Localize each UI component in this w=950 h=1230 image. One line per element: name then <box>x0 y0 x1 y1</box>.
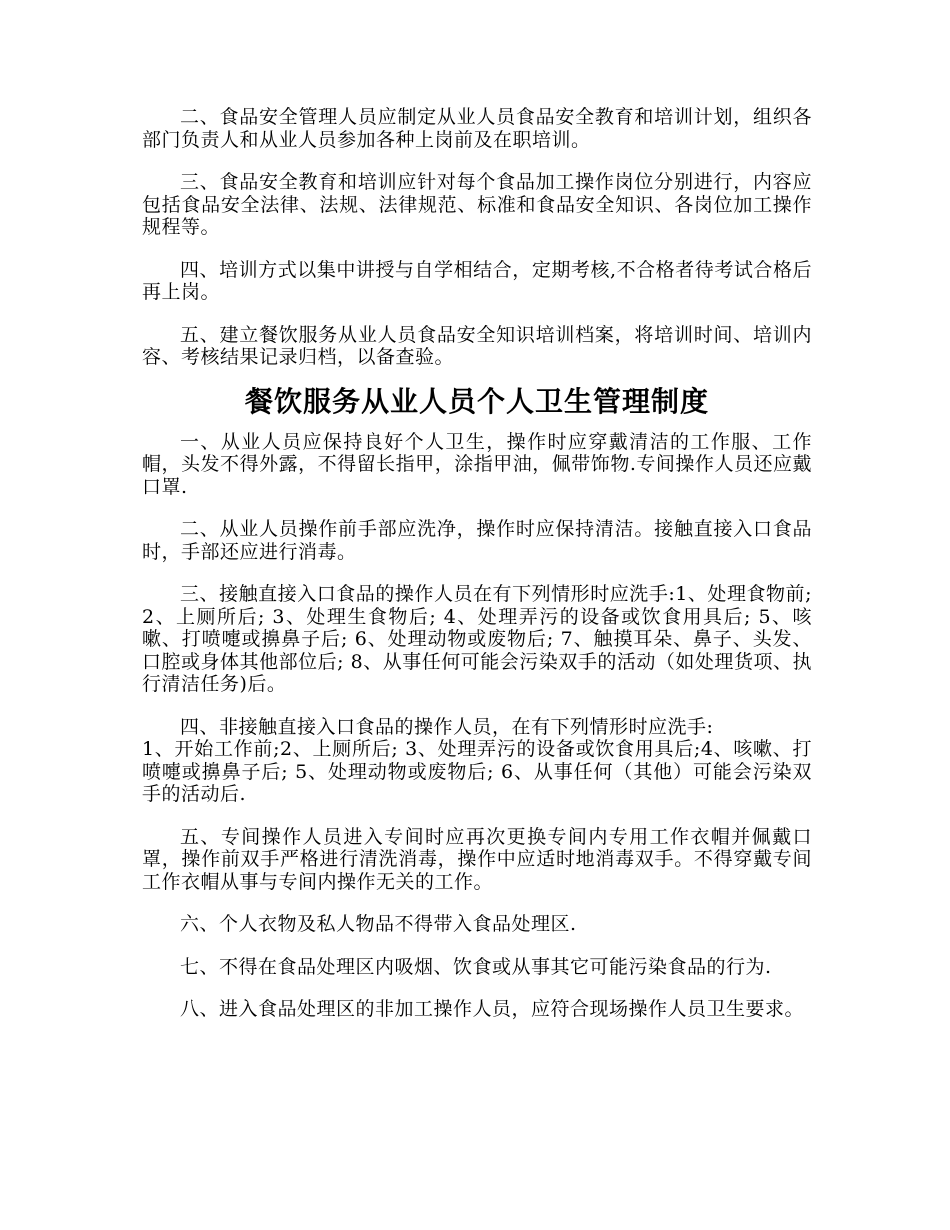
paragraph-hygiene-6: 六、个人衣物及私人物品不得带入食品处理区. <box>180 913 577 935</box>
paragraph-training-records: 五、建立餐饮服务从业人员食品安全知识培训档案，将培训时间、培训内容、考核结果记录归档，以备查验。 <box>142 323 812 368</box>
paragraph-hygiene-2: 二、从业人员操作前手部应洗净，操作时应保持清洁。接触直接入口食品时，手部还应进行消毒。 <box>142 518 812 563</box>
paragraph-hygiene-7: 七、不得在食品处理区内吸烟、饮食或从事其它可能污染食品的行为. <box>180 955 772 978</box>
paragraph-training-method: 四、培训方式以集中讲授与自学相结合，定期考核,不合格者待考试合格后再上岗。 <box>142 258 812 303</box>
paragraph-hygiene-4: 四、非接触直接入口食品的操作人员，在有下列情形时应洗手: 1、开始工作前;2、上厕所后; 3、处理弄污的设备或饮食用具后;4、咳嗽、打喷嚏或擤鼻子后; 5、处理动物或废物后; 6、从事任何（其他）可能会污染双手的活动后. <box>142 715 812 805</box>
paragraph-training-plan: 二、食品安全管理人员应制定从业人员食品安全教育和培训计划，组织各部门负责人和从业人员参加各种上岗前及在职培训。 <box>142 106 812 151</box>
paragraph-hygiene-8: 八、进入食品处理区的非加工操作人员，应符合现场操作人员卫生要求。 <box>180 998 805 1020</box>
document-page <box>142 106 812 1041</box>
section-title: 餐饮服务从业人员个人卫生管理制度 <box>244 384 709 418</box>
paragraph-training-content: 三、食品安全教育和培训应针对每个食品加工操作岗位分别进行，内容应包括食品安全法律、法规、法律规范、标准和食品安全知识、各岗位加工操作规程等。 <box>142 171 812 238</box>
paragraph-hygiene-3: 三、接触直接入口食品的操作人员在有下列情形时应洗手:1、处理食物前; 2、上厕所后; 3、处理生食物后; 4、处理弄污的设备或饮食用具后; 5、咳嗽、打喷嚏或擤鼻子后; 6、处理动物或废物后; 7、触摸耳朵、鼻子、头发、口腔或身体其他部位后; 8、从事任何可能会污染双手的活动（如处理货项、执行清洁任务)后。 <box>142 583 812 695</box>
paragraph-hygiene-1: 一、从业人员应保持良好个人卫生，操作时应穿戴清洁的工作服、工作帽，头发不得外露，不得留长指甲，涂指甲油，佩带饰物.专间操作人员还应戴口罩. <box>142 430 812 498</box>
paragraph-hygiene-5: 五、专间操作人员进入专间时应再次更换专间内专用工作衣帽并佩戴口罩，操作前双手严格进行清洗消毒，操作中应适时地消毒双手。不得穿戴专间工作衣帽从事与专间内操作无关的工作。 <box>142 825 812 893</box>
